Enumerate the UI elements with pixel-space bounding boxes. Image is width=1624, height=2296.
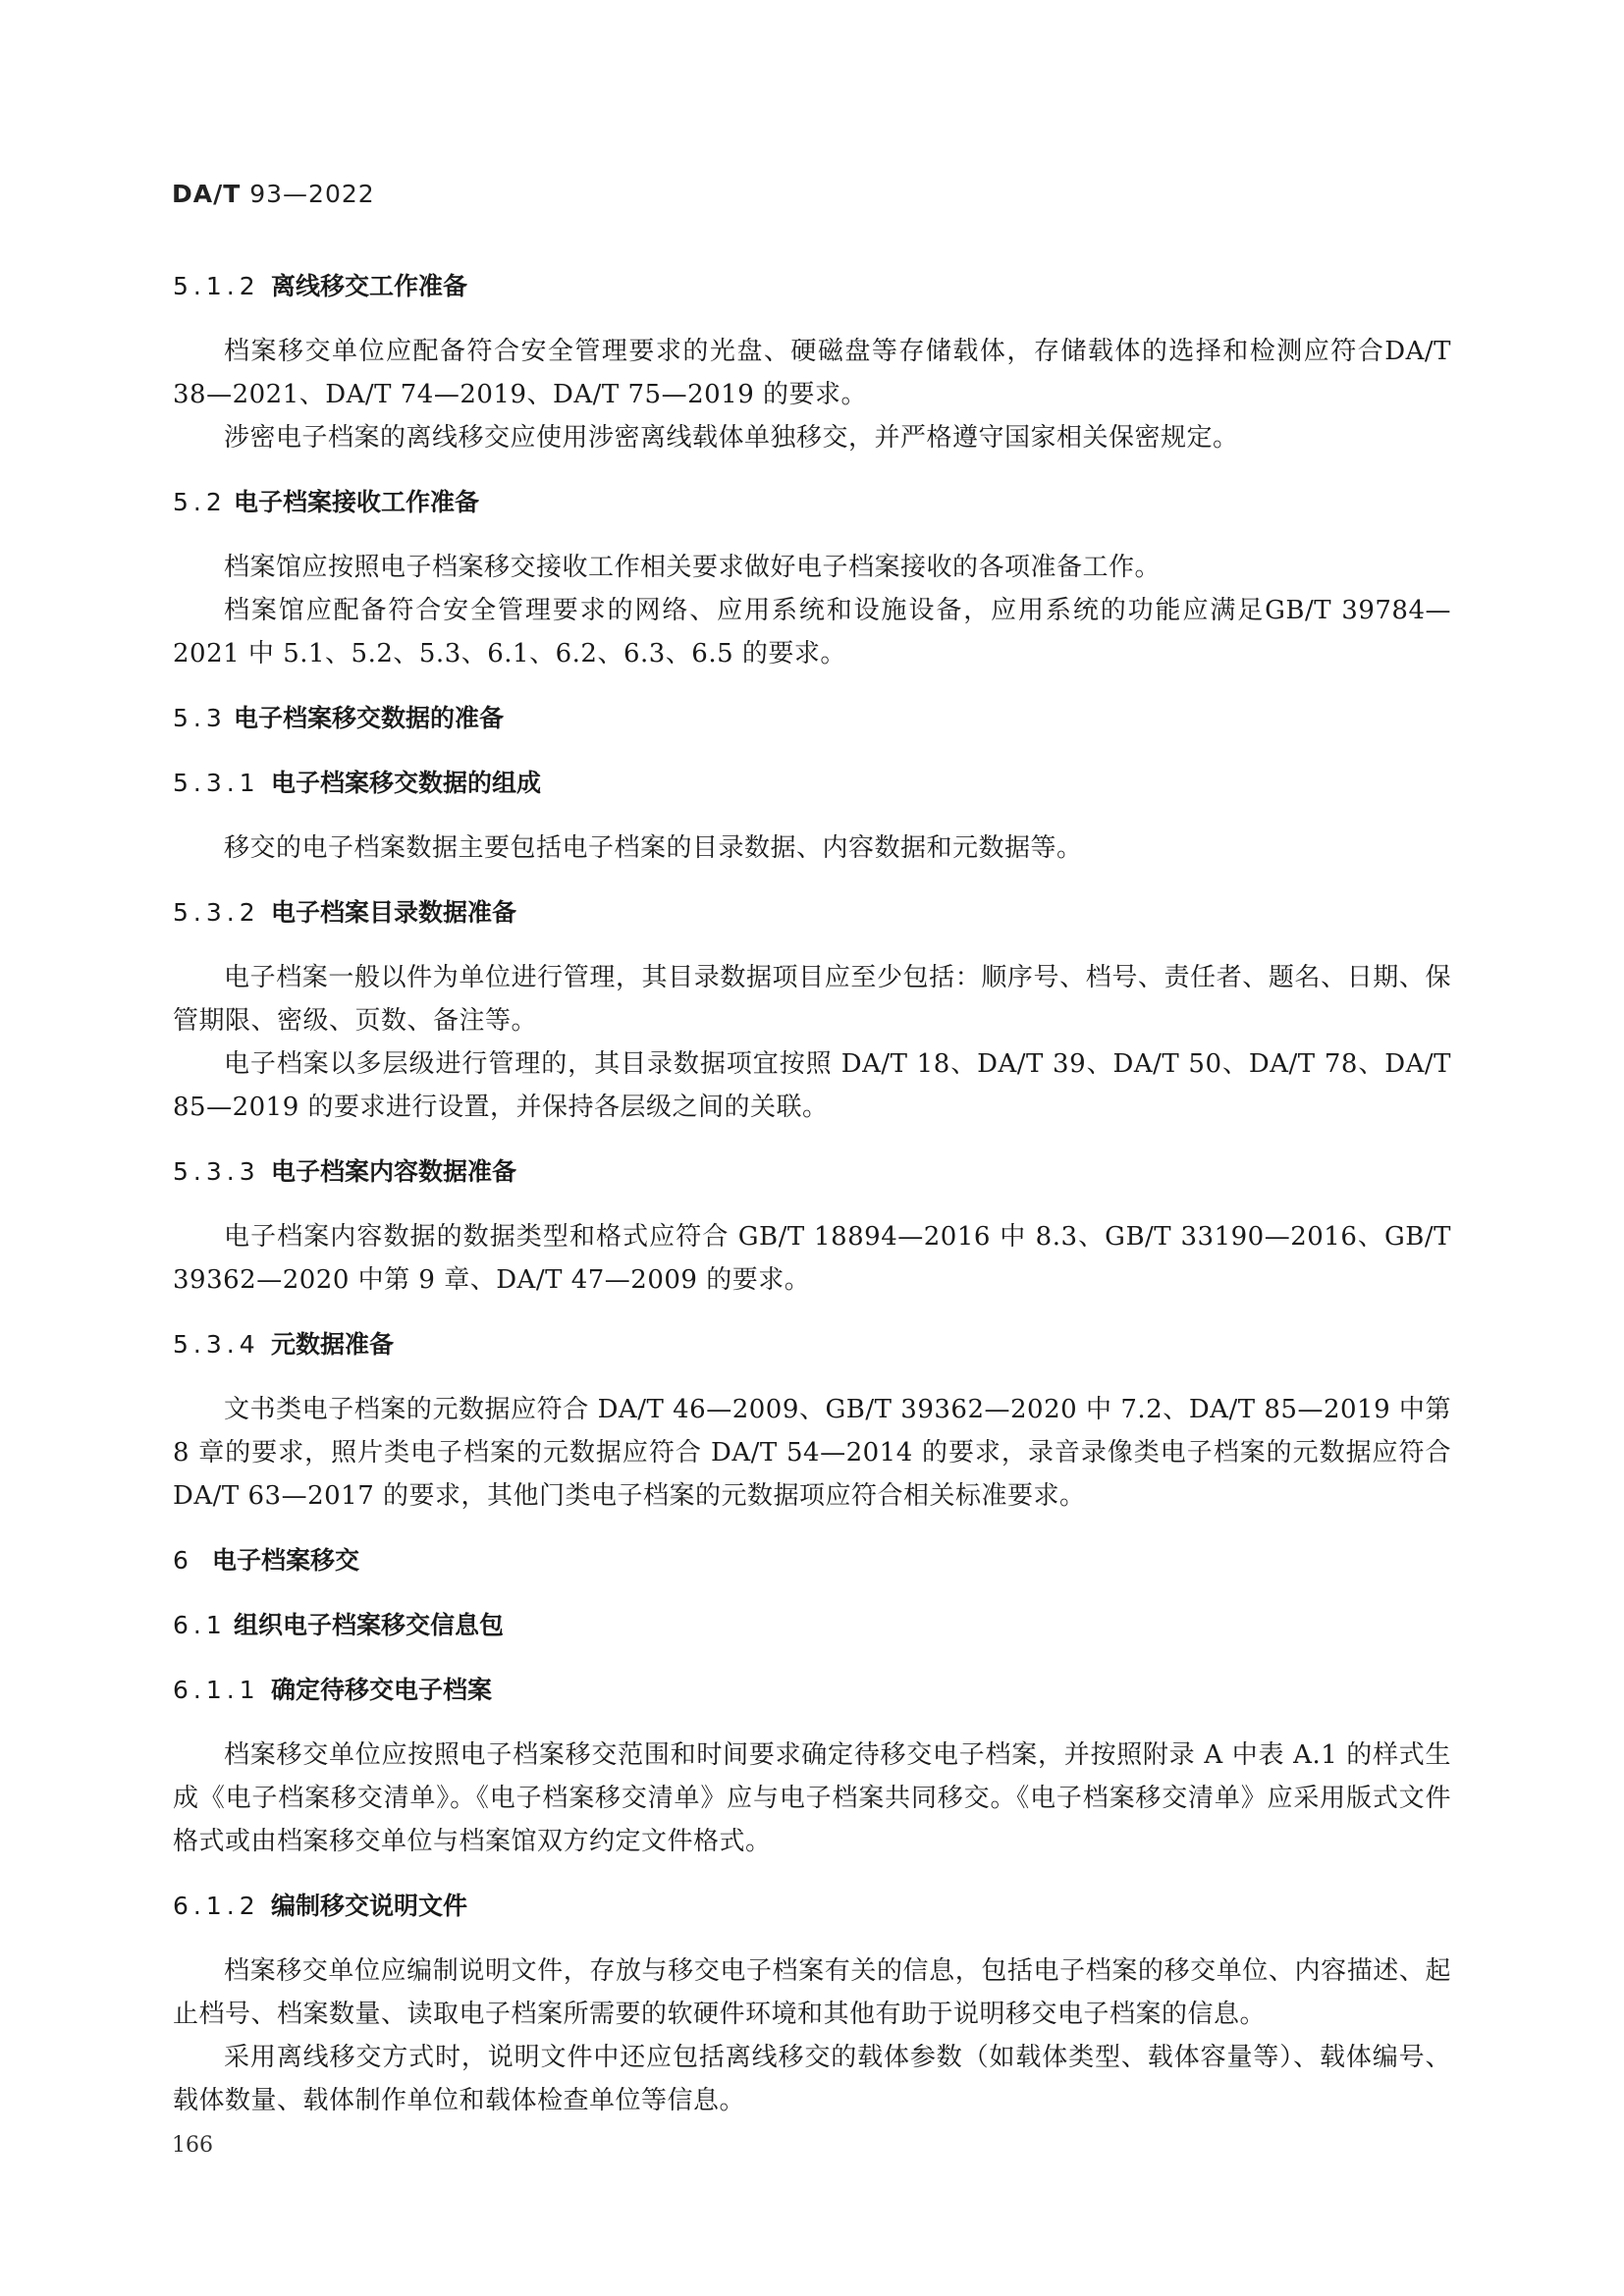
paragraph: 档案移交单位应编制说明文件，存放与移交电子档案有关的信息，包括电子档案的移交单位、内容描述、起止档号、档案数量、读取电子档案所需要的软硬件环境和其他有助于说明移交电子档案的信息。 <box>173 1956 1451 2029</box>
section-number: 5.2 <box>173 488 227 516</box>
standard-code-number: 93—2022 <box>249 180 375 208</box>
section-5-3-1 <box>173 762 1451 870</box>
paragraph: 电子档案一般以件为单位进行管理，其目录数据项目应至少包括：顺序号、档号、责任者、题名、日期、保管期限、密级、页数、备注等。 <box>173 963 1451 1036</box>
section-5-2 <box>173 481 1451 675</box>
section-5-3-2 <box>173 891 1451 1129</box>
section-title: 元数据准备 <box>271 1330 395 1359</box>
paragraph: 采用离线移交方式时，说明文件中还应包括离线移交的载体参数（如载体类型、载体容量等）、载体编号、载体数量、载体制作单位和载体检查单位等信息。 <box>173 2043 1451 2115</box>
section-title: 编制移交说明文件 <box>271 1892 468 1920</box>
section-heading <box>173 1323 1451 1366</box>
section-5-3-4 <box>173 1323 1451 1518</box>
section-heading <box>173 1539 1451 1582</box>
section-heading <box>173 697 1451 740</box>
paragraph: 档案馆应配备符合安全管理要求的网络、应用系统和设施设备，应用系统的功能应满足GB/T 39784—2021 中 5.1、5.2、5.3、6.1、6.2、6.3、6.5 的要求。 <box>173 596 1451 668</box>
paragraph: 档案移交单位应按照电子档案移交范围和时间要求确定待移交电子档案，并按照附录 A 中表 A.1 的样式生成《电子档案移交清单》。《电子档案移交清单》应与电子档案共同移交。《电子档案移交清单》应采用版式文件格式或由档案移交单位与档案馆双方约定文件格式。 <box>173 1740 1451 1856</box>
section-title: 确定待移交电子档案 <box>271 1676 493 1704</box>
section-number: 6.1.1 <box>173 1676 260 1704</box>
section-heading <box>173 762 1451 805</box>
section-number: 5.3.4 <box>173 1330 260 1359</box>
section-number: 5.3 <box>173 704 227 732</box>
document-body <box>173 265 1451 2144</box>
section-5-3 <box>173 697 1451 740</box>
standard-code-prefix: DA/T <box>172 180 242 208</box>
section-6 <box>173 1539 1451 1582</box>
section-number: 5.3.1 <box>173 769 260 797</box>
section-5-1-2 <box>173 265 1451 459</box>
section-title: 电子档案移交数据的准备 <box>234 704 505 732</box>
section-title: 电子档案接收工作准备 <box>234 488 480 516</box>
paragraph: 电子档案内容数据的数据类型和格式应符合 GB/T 18894—2016 中 8.3、GB/T 33190—2016、GB/T 39362—2020 中第 9 章、DA/T 47—2009 的要求。 <box>173 1222 1451 1295</box>
section-heading <box>173 891 1451 934</box>
paragraph: 涉密电子档案的离线移交应使用涉密离线载体单独移交，并严格遵守国家相关保密规定。 <box>224 423 1239 453</box>
section-title: 电子档案目录数据准备 <box>271 898 517 927</box>
section-title: 电子档案内容数据准备 <box>271 1157 517 1186</box>
standard-code <box>172 180 375 208</box>
section-heading <box>173 1669 1451 1712</box>
section-6-1-1 <box>173 1669 1451 1863</box>
page-number: 166 <box>172 2133 213 2158</box>
section-6-1 <box>173 1604 1451 1647</box>
section-title: 组织电子档案移交信息包 <box>234 1611 505 1639</box>
section-number: 5.3.3 <box>173 1157 260 1186</box>
section-heading <box>173 265 1451 308</box>
section-heading <box>173 481 1451 524</box>
paragraph: 电子档案以多层级进行管理的，其目录数据项宜按照 DA/T 18、DA/T 39、DA/T 50、DA/T 78、DA/T 85—2019 的要求进行设置，并保持各层级之间的关联。 <box>173 1049 1451 1122</box>
section-number: 6 <box>173 1546 193 1575</box>
section-number: 6.1.2 <box>173 1892 260 1920</box>
section-number: 6.1 <box>173 1611 227 1639</box>
paragraph: 档案馆应按照电子档案移交接收工作相关要求做好电子档案接收的各项准备工作。 <box>224 553 1162 582</box>
section-number: 5.1.2 <box>173 272 260 300</box>
section-title: 电子档案移交数据的组成 <box>271 769 542 797</box>
section-heading <box>173 1604 1451 1647</box>
section-number: 5.3.2 <box>173 898 260 927</box>
section-title: 离线移交工作准备 <box>271 272 468 300</box>
paragraph: 文书类电子档案的元数据应符合 DA/T 46—2009、GB/T 39362—2020 中 7.2、DA/T 85—2019 中第 8 章的要求，照片类电子档案的元数据应符合 DA/T 54—2014 的要求，录音录像类电子档案的元数据应符合 DA/T 63—2017 的要求，其他门类电子档案的元数据项应符合相关标准要求。 <box>173 1395 1451 1511</box>
paragraph: 移交的电子档案数据主要包括电子档案的目录数据、内容数据和元数据等。 <box>224 833 1083 863</box>
section-title: 电子档案移交 <box>212 1546 360 1575</box>
paragraph: 档案移交单位应配备符合安全管理要求的光盘、硬磁盘等存储载体，存储载体的选择和检测应符合DA/T 38—2021、DA/T 74—2019、DA/T 75—2019 的要求。 <box>173 337 1451 409</box>
section-heading <box>173 1150 1451 1194</box>
section-6-1-2 <box>173 1885 1451 2122</box>
section-5-3-3 <box>173 1150 1451 1302</box>
section-heading <box>173 1885 1451 1928</box>
